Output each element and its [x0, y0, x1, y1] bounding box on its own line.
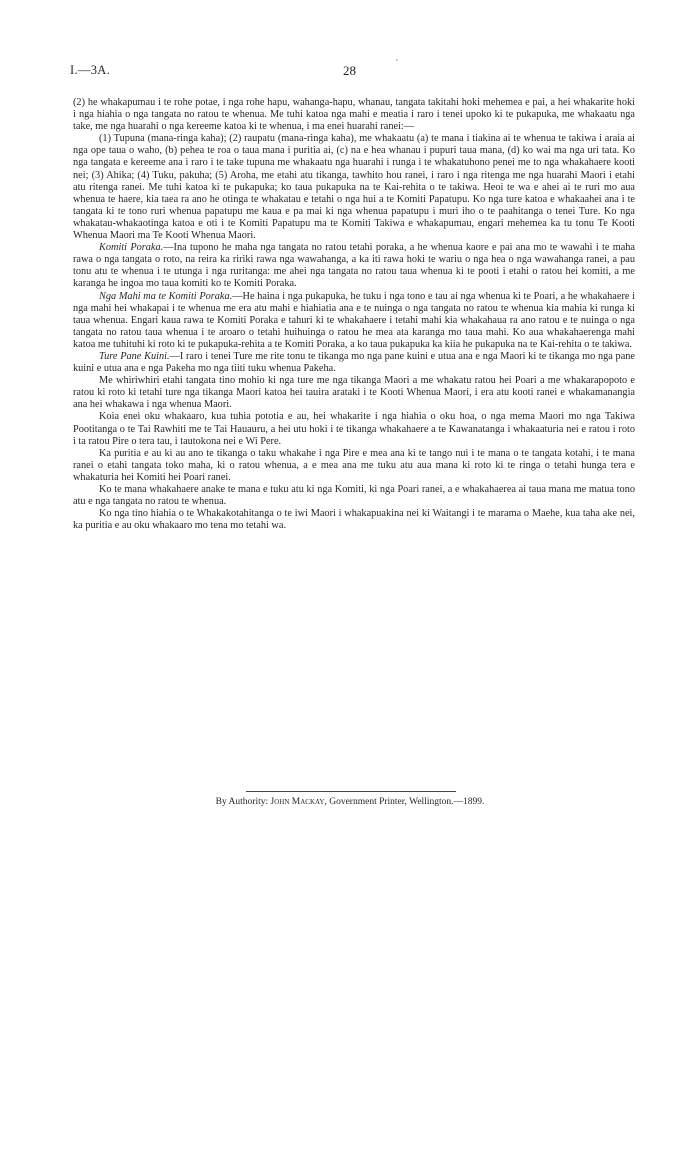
- paragraph-komiti-poraka: [73, 242, 635, 290]
- imprint-details: , Government Printer, Wellington.—1899.: [324, 797, 485, 807]
- document-reference: I.—3A.: [70, 63, 110, 77]
- paragraph-text: —I raro i tenei Ture me rite tonu te tikanga mo nga pane kuini e utua ana e nga Maori ki te tikanga mo nga pane kuini e utua ana e nga Pakeha mo nga tiiti tuku whenua Pakeha.: [73, 350, 635, 375]
- paragraph-9: [73, 484, 635, 508]
- print-mark: ': [396, 58, 398, 69]
- paragraph-text: Ko nga tino hiahia o te Whakakotahitanga o te iwi Maori i whakapuakina nei ki Waitangi i te marama o Maehe, kua taha ake nei, ka puritia e au oku whakaaro mo tena mo tetahi wa.: [73, 508, 635, 532]
- paragraph-nga-mahi: [73, 291, 635, 351]
- section-heading: Nga Mahi ma te Komiti Poraka.: [99, 290, 233, 302]
- section-heading: Ture Pane Kuini.: [99, 350, 170, 362]
- paragraph-text: —Ina tupono he maha nga tangata no ratou tetahi poraka, a he whenua kaore e pai ana mo te wawahi i te maha rawa o nga tangata o roto, na reira ka ririki rawa nga wawahanga, a ka iti rawa hoki te wariu o nga hea o nga wawahanga ranei, a pau tonu atu te whenua i te utunga i nga ruritanga: me ahei nga tangata no ratou taua whenua ki te pooti i etahi o ratou hei komiti, a me karanga he ingoa mo taua komiti ko te Komiti Poraka.: [73, 242, 635, 290]
- printer-imprint: [0, 797, 700, 807]
- paragraph-1: [73, 97, 635, 133]
- body-text: [73, 97, 635, 532]
- paragraph-text: Me whiriwhiri etahi tangata tino mohio ki nga ture me nga tikanga Maori a me whakatu ratou hei Poari a me whakarapopoto e ratou ki roto ki tetahi ture nga tikanga Maori katoa hei tauira arataki i te Kooti Whenua Maori, i era atu kooti ranei e whakamanangia ana hei whakawa i nga whenua Maori.: [73, 375, 635, 411]
- paragraph-text: Ka puritia e au ki au ano te tikanga o taku whakahe i nga Pire e mea ana ki te tango nui i te mana o te tangata kotahi, i te mana ranei o etahi tangata toko maha, ki o ratou whenua, a e mea ana me tuku atu aua mana ki roto ki te ringa o tetahi hunga tera e whakaturia hei Komiti hei Poari ranei.: [73, 447, 635, 483]
- paragraph-ture-pane-kuini: [73, 351, 635, 375]
- paragraph-text: (2) he whakapumau i te rohe potae, i nga rohe hapu, wahanga-hapu, whanau, tangata takitahi hoki mehemea e pai, a hei whakarite hoki i nga hiahia o nga tangata no ratou te whenua. Me tuhi katoa nga mahi e meatia i raro i tenei upoko ki te pukapuka, me whakaatu nga take, me nga huarahi o nga kereeme katoa ki te whenua, i ma enei huarahi ranei:—: [73, 97, 635, 133]
- paragraph-6: [73, 375, 635, 411]
- page-number: 28: [343, 63, 356, 78]
- printer-name: John Mackay: [270, 797, 325, 807]
- footer-rule: [246, 791, 456, 792]
- paragraph-text: Koia enei oku whakaaro, kua tuhia pototia e au, hei whakarite i nga hiahia o oku hoa, o nga mema Maori mo nga Takiwa Pootitanga o te Tai Rawhiti me te Tai Hauauru, a hei utu hoki i te tikanga whakahaere a te Kawanatanga i whakaaturia nei e ratou i roto i ta ratou Pire o tera tau, i tautokona nei e Wi Pere.: [73, 411, 635, 447]
- paragraph-10: [73, 508, 635, 532]
- imprint-authority: By Authority:: [215, 797, 269, 807]
- paragraph-8: [73, 448, 635, 484]
- paragraph-text: (1) Tupuna (mana-ringa kaha); (2) raupatu (mana-ringa kaha), me whakaatu (a) te mana i tiakina ai te whenua te takiwa i araia ai nga ope taua o waho, (b) pehea te roa o taua mana i puritia ai, (c) na e hea whanau i pupuri taua mana, (d) ko wai ma nga uri tata. Ko nga tangata e kereeme ana i raro i te take tupuna me whakaatu nga huarahi i runga i te whakatuhono penei me to nga whakahaere kooti nei; (3) Ahika; (4) Tuku, pakuha; (5) Aroha, me etahi atu tikanga, tawhito hou ranei, i raro i nga ritenga me nga huarahi Maori i etahi atu ritenga ranei. Me tuhi katoa ki te pukapuka; ko taua pukapuka na te Kai-rehita o te takiwa. Heoi te wa e ahei ai te ruri mo aua whenua te haere, kia taea ra ano he otinga te whakatau e tetahi o nga hui a te Komiti Papatupu. Ko nga ture katoa e whakaahei ana i te tangata ki te tono ruri whenua papatupu me kaua e pa mai ki nga whenua papatupu i muri iho o te paahitanga o tenei Ture. Ko nga whakatau-whakaotinga katoa e oti i te Komiti Papatupu ma te Komiti Takiwa e whakapumau, engari mehemea ka tu tonu Te Kooti Whenua Maori ma Te Kooti Whenua Maori.: [73, 133, 635, 242]
- paragraph-text: Ko te mana whakahaere anake te mana e tuku atu ki nga Komiti, ki nga Poari ranei, a e whakahaerea ai taua mana me matua tono atu e nga tangata no ratou te whenua.: [73, 484, 635, 508]
- paragraph-7: [73, 411, 635, 447]
- paragraph-text: —He haina i nga pukapuka, he tuku i nga tono e tau ai nga whenua ki te Poari, a he whakahaere i nga mahi hei whakapai i te whenua me era atu mahi e hiahiatia ana e te nuinga o nga tangata no ratou te whenua kia mahia ki runga ki taua whenua. Engari kaua rawa te Komiti Poraka e tahuri ki te whakahaere i tetahi mahi kia whakahaua ra ano ratou e te nuinga o nga tangata no ratou taua whenua i te aroaro o tetahi huihuinga o ratou he mea ata karanga mo taua mahi. Ko aua whakahaerenga mahi katoa me tuhituhi ki roto ki te pukapuka-rehita a te Komiti Poraka, a ko taua pukapuka ka kiia he pukapuka na te Kai-rehita o te takiwa.: [73, 290, 635, 350]
- paragraph-2: [73, 133, 635, 242]
- section-heading: Komiti Poraka.: [99, 242, 164, 254]
